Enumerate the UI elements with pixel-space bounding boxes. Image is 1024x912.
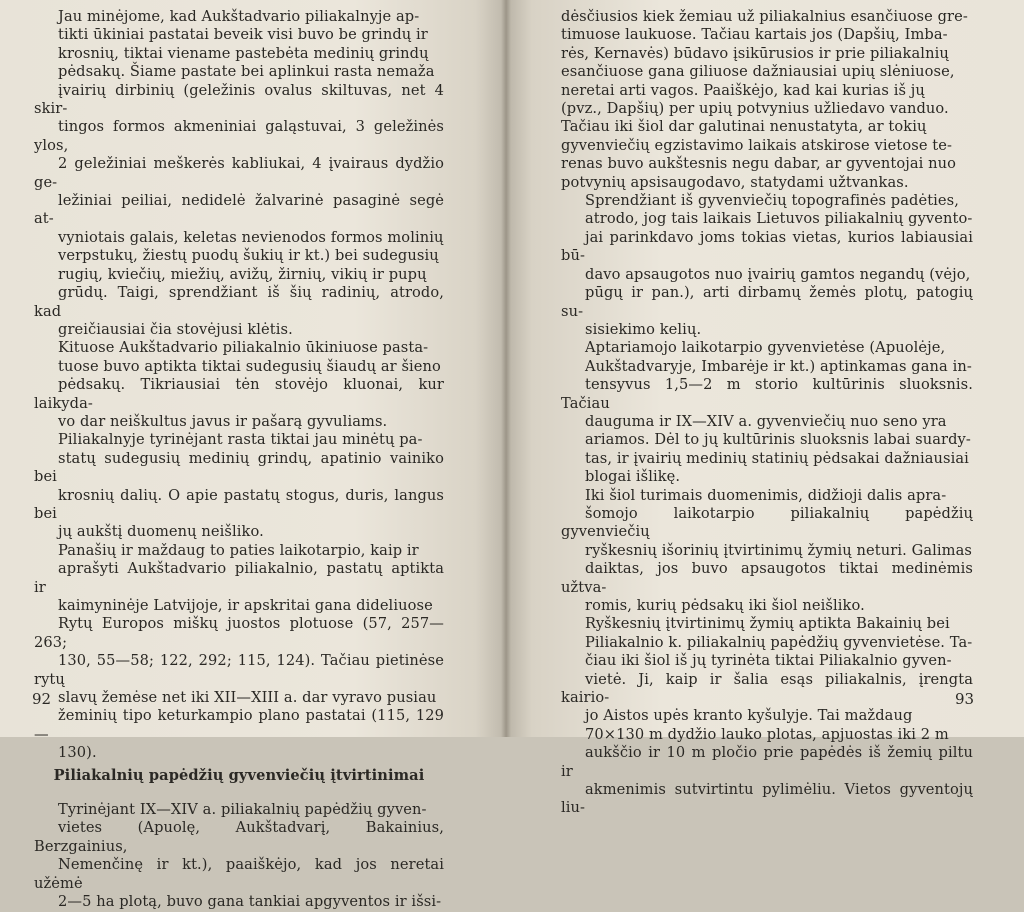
text-line: pėdsakų. Tikriausiai tėn stovėjo kluonai, kur laikyda- bbox=[34, 376, 444, 412]
right-page-body bbox=[561, 8, 973, 818]
text-line: tingos formos akmeniniai galąstuvai, 3 geležinės ylos, bbox=[34, 118, 444, 154]
left-page bbox=[0, 0, 506, 911]
text-line: potvynių apsisaugodavo, statydami užtvankas. bbox=[561, 173, 909, 191]
text-line: neretai arti vagos. Paaiškėjo, kad kai kurias iš jų bbox=[561, 81, 925, 99]
text-line: romis, kurių pėdsakų iki šiol neišliko. bbox=[585, 597, 865, 614]
text-line: dauguma ir IX—XIV a. gyvenviečių nuo seno yra bbox=[585, 412, 947, 430]
text-line: 130, 55—58; 122, 292; 115, 124). Tačiau pietinėse rytų bbox=[34, 652, 444, 688]
text-line: Nemenčinę ir kt.), paaiškėjo, kad jos neretai užėmė bbox=[34, 856, 444, 892]
paragraph bbox=[34, 339, 444, 431]
paragraph bbox=[561, 615, 973, 817]
paragraph bbox=[561, 192, 973, 339]
text-line: renas buvo aukštesnis negu dabar, ar gyventojai nuo bbox=[561, 155, 957, 173]
text-line: Jau minėjome, kad Aukštadvario piliakalnyje ap- bbox=[58, 8, 420, 25]
text-line: Iki šiol turimais duomenimis, didžioji dalis apra- bbox=[585, 486, 947, 504]
paragraph bbox=[561, 8, 973, 192]
text-line: davo apsaugotos nuo įvairių gamtos negandų (vėjo, bbox=[585, 265, 971, 283]
text-line: šomojo laikotarpio piliakalnių papėdžių gyvenviečių bbox=[561, 504, 973, 541]
text-line: Kituose Aukštadvario piliakalnio ūkiniuose pasta- bbox=[58, 339, 429, 357]
text-line: tas, ir įvairių medinių statinių pėdsakai dažniausiai bbox=[585, 449, 969, 467]
text-line: (pvz., Dapšių) per upių potvynius užliedavo vanduo. bbox=[561, 100, 949, 118]
text-line: krosnių dalių. O apie pastatų stogus, duris, langus bei bbox=[34, 486, 444, 522]
text-line: kaimyninėje Latvijoje, ir apskritai gana dideliuose bbox=[58, 597, 433, 614]
text-line: jai parinkdavo joms tokias vietas, kurios labiausiai bū- bbox=[561, 228, 973, 265]
text-line: ležiniai peiliai, nedidelė žalvarinė pasaginė segė at- bbox=[34, 192, 444, 228]
text-line: grūdų. Taigi, sprendžiant iš šių radinių, atrodo, kad bbox=[34, 284, 444, 320]
text-line: tuose buvo aptikta tiktai sudegusių šiaudų ar šieno bbox=[58, 357, 441, 375]
text-line: vietė. Ji, kaip ir šalia esąs piliakalnis, įrengta kairio- bbox=[561, 670, 973, 707]
page-number: 92 bbox=[32, 690, 52, 708]
text-line: akmenimis sutvirtintu pylimėliu. Vietos gyventojų liu- bbox=[561, 781, 973, 817]
text-line: esančiuose gana giliuose dažniausiai upių slėniuose, bbox=[561, 63, 955, 81]
right-page bbox=[506, 0, 1024, 817]
text-line: 2 geležiniai meškerės kabliukai, 4 įvairaus dydžio ge- bbox=[34, 155, 444, 191]
text-line: greičiausiai čia stovėjusi klėtis. bbox=[58, 320, 293, 338]
text-line: jo Aistos upės kranto kyšulyje. Tai maždaug bbox=[585, 707, 913, 725]
text-line: Panašių ir maždaug to paties laikotarpio, kaip ir bbox=[58, 541, 419, 559]
text-line: vyniotais galais, keletas nevienodos formos molinių bbox=[58, 228, 444, 246]
text-line: sisiekimo kelių. bbox=[585, 320, 702, 338]
text-line: vietes (Apuolę, Aukštadvarį, Bakainius, Berzgainius, bbox=[34, 819, 444, 855]
text-line: Sprendžiant iš gyvenviečių topografinės padėties, bbox=[585, 192, 959, 210]
text-line: rės, Kernavės) būdavo įsikūrusios ir prie piliakalnių bbox=[561, 44, 949, 62]
book-gutter bbox=[501, 0, 511, 737]
text-line: dėsčiusios kiek žemiau už piliakalnius esančiuose gre- bbox=[561, 8, 968, 25]
paragraph bbox=[34, 431, 444, 541]
text-line: vo dar neiškultus javus ir pašarą gyvuliams. bbox=[58, 412, 388, 430]
text-line: rugių, kviečių, miežių, avižų, žirnių, vikių ir pupų bbox=[58, 265, 427, 283]
text-line: Tačiau iki šiol dar galutinai nenustatyta, ar tokių bbox=[561, 118, 927, 136]
text-line: Tyrinėjant IX—XIV a. piliakalnių papėdžių gyven- bbox=[58, 801, 427, 819]
text-line: Rytų Europos miškų juostos plotuose (57, 257—263; bbox=[34, 615, 444, 651]
text-line: aukščio ir 10 m pločio prie papėdės iš žemių piltu ir bbox=[561, 744, 973, 780]
page-number: 93 bbox=[955, 690, 975, 708]
text-line: čiau iki šiol iš jų tyrinėta tiktai Piliakalnio gyven- bbox=[585, 652, 952, 670]
text-line: tikti ūkiniai pastatai beveik visi buvo be grindų ir bbox=[58, 26, 428, 44]
text-line: Piliakalnio k. piliakalnių papėdžių gyvenvietėse. Ta- bbox=[585, 633, 973, 651]
text-line: žeminių tipo keturkampio plano pastatai (115, 129— bbox=[34, 707, 444, 743]
text-line: pėdsakų. Šiame pastate bei aplinkui rasta nemaža bbox=[58, 63, 435, 81]
text-line: 130). bbox=[58, 744, 97, 762]
paragraph bbox=[34, 8, 444, 339]
text-line: krosnių, tiktai viename pastebėta medinių grindų bbox=[58, 44, 429, 62]
text-line: tensyvus 1,5—2 m storio kultūrinis sluoksnis. Tačiau bbox=[561, 376, 973, 412]
text-line: daiktas, jos buvo apsaugotos tiktai medinėmis užtva- bbox=[561, 560, 973, 596]
left-page-body bbox=[34, 8, 444, 912]
paragraph bbox=[561, 487, 973, 616]
text-line: pūgų ir pan.), arti dirbamų žemės plotų, patogių su- bbox=[561, 284, 973, 320]
paragraph bbox=[34, 801, 444, 911]
text-line: Aptariamojo laikotarpio gyvenvietėse (Apuolėje, bbox=[585, 339, 946, 357]
text-line: slavų žemėse net iki XII—XIII a. dar vyravo pusiau bbox=[58, 689, 437, 707]
paragraph bbox=[561, 339, 973, 486]
text-line: ryškesnių išorinių įtvirtinimų žymių neturi. Galimas bbox=[585, 541, 972, 559]
text-line: Piliakalnyje tyrinėjant rasta tiktai jau minėtų pa- bbox=[58, 431, 423, 449]
text-line: ariamos. Dėl to jų kultūrinis sluoksnis labai suardy- bbox=[585, 431, 971, 449]
text-line: verpstukų, žiestų puodų šukių ir kt.) bei sudegusių bbox=[58, 247, 439, 265]
text-line: įvairių dirbinių (geležinis ovalus skiltuvas, net 4 skir- bbox=[34, 81, 444, 118]
text-line: 2—5 ha plotą, buvo gana tankiai apgyventos ir išsi- bbox=[58, 893, 442, 911]
text-line: statų sudegusių medinių grindų, apatinio vainiko bei bbox=[34, 449, 444, 486]
paragraph bbox=[34, 542, 444, 763]
text-line: Ryškesnių įtvirtinimų žymių aptikta Bakainių bei bbox=[585, 615, 950, 633]
text-line: Aukštadvaryje, Imbarėje ir kt.) aptinkamas gana in- bbox=[585, 357, 972, 375]
text-line: 70×130 m dydžio lauko plotas, apjuostas iki 2 m bbox=[585, 725, 949, 743]
section-heading: Piliakalnių papėdžių gyvenviečių įtvirtinimai bbox=[53, 766, 425, 784]
text-line: timuose laukuose. Tačiau kartais jos (Dapšių, Imba- bbox=[561, 26, 948, 44]
text-line: blogai išlikę. bbox=[585, 468, 681, 486]
text-line: jų aukštį duomenų neišliko. bbox=[58, 523, 264, 541]
text-line: atrodo, jog tais laikais Lietuvos piliakalnių gyvento- bbox=[585, 210, 973, 228]
text-line: aprašyti Aukštadvario piliakalnio, pastatų aptikta ir bbox=[34, 560, 444, 596]
text-line: gyvenviečių egzistavimo laikais atskirose vietose te- bbox=[561, 136, 953, 154]
